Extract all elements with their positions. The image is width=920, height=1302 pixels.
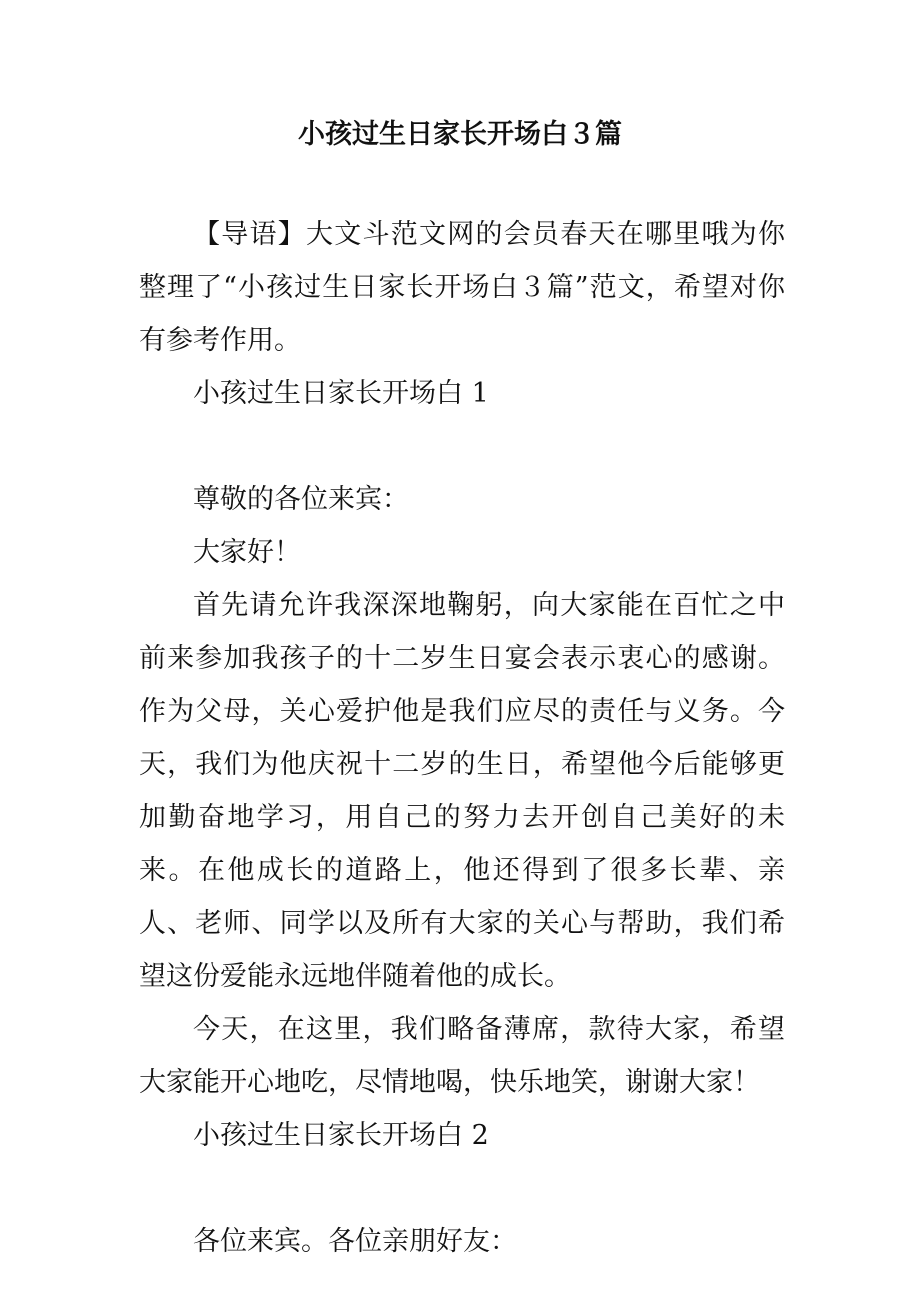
body-paragraph: 首先请允许我深深地鞠躬，向大家能在百忙之中前来参加我孩子的十二岁生日宴会表示衷心的感谢。作为父母，关心爱护他是我们应尽的责任与义务。今天，我们为他庆祝十二岁的生日，希望他今后能够更加勤奋地学习，用自己的努力去开创自己美好的未来。在他成长的道路上，他还得到了很多长辈、亲人、老师、同学以及所有大家的关心与帮助，我们希望这份爱能永远地伴随着他的成长。 <box>139 590 785 992</box>
closing-paragraph: 今天，在这里，我们略备薄席，款待大家，希望大家能开心地吃，尽情地喝，快乐地笑，谢谢大家！ <box>139 1014 785 1098</box>
salutation-paragraph: 尊敬的各位来宾： <box>193 484 409 515</box>
document-title: 小孩过生日家长开场白３篇 <box>298 119 622 150</box>
document-body <box>139 208 785 1268</box>
intro-paragraph: 【导语】大文斗范文网的会员春天在哪里哦为你整理了“小孩过生日家长开场白３篇”范文，希望对你有参考作用。 <box>139 219 785 356</box>
section-heading-1: 小孩过生日家长开场白 1 <box>193 378 489 409</box>
greeting-paragraph: 大家好！ <box>193 537 301 568</box>
salutation-paragraph-2: 各位来宾。各位亲朋好友： <box>193 1226 517 1257</box>
section-heading-2: 小孩过生日家长开场白 2 <box>193 1120 489 1151</box>
